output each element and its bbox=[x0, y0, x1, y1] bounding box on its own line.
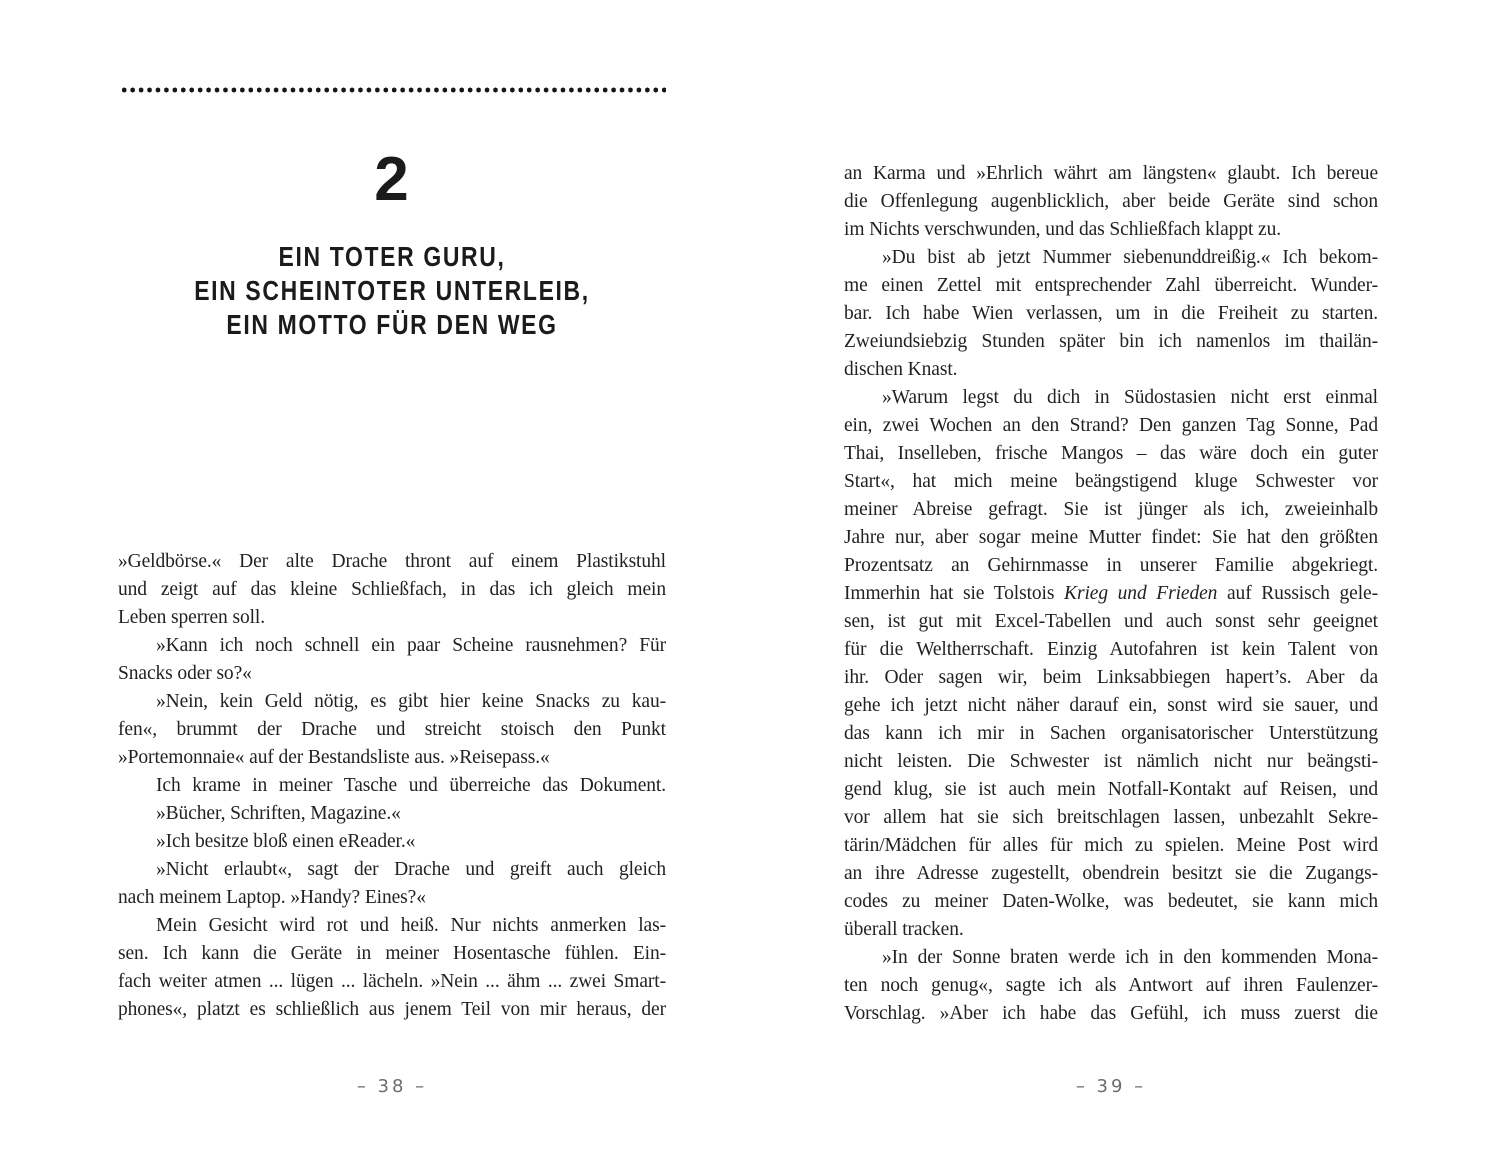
text-line: phones«, platzt es schließlich aus jenem Teil von mir heraus, der bbox=[118, 999, 666, 1020]
chapter-number: 2 bbox=[374, 145, 410, 214]
text-line: für die Weltherrschaft. Einzig Autofahren ist kein Talent von bbox=[844, 639, 1378, 660]
text-line: »Warum legst du dich in Südostasien nicht erst einmal bbox=[882, 387, 1378, 408]
text-line: Start«, hat mich meine beängstigend kluge Schwester vor bbox=[844, 471, 1378, 492]
body-text-right bbox=[844, 160, 1378, 1028]
text-line: Mein Gesicht wird rot und heiß. Nur nichts anmerken las- bbox=[156, 915, 666, 936]
chapter-title bbox=[167, 240, 616, 342]
text-line: meiner Abreise gefragt. Sie ist jünger als ich, zweieinhalb bbox=[844, 499, 1378, 520]
text-line: das kann ich mir in Sachen organisatorischer Unterstützung bbox=[844, 723, 1378, 744]
text-line: vor allem hat sie sich breitschlagen lassen, unbezahlt Sekre- bbox=[844, 807, 1378, 828]
body-text-left bbox=[118, 548, 666, 1024]
text-line: fen«, brummt der Drache und streicht stoisch den Punkt bbox=[118, 719, 666, 740]
text-line: »Geldbörse.« Der alte Drache thront auf einem Plastikstuhl bbox=[118, 551, 666, 572]
text-line: Snacks oder so?« bbox=[118, 663, 252, 684]
text-line: Prozentsatz an Gehirnmasse in unserer Familie abgekriegt. bbox=[844, 555, 1378, 576]
text-line: »Ich besitze bloß einen eReader.« bbox=[156, 831, 416, 852]
text-line: gend klug, sie ist auch mein Notfall-Kontakt auf Reisen, und bbox=[844, 779, 1378, 800]
text-line: an Karma und »Ehrlich währt am längsten« glaubt. Ich bereue bbox=[844, 163, 1378, 184]
text-line: Immerhin hat sie Tolstois Krieg und Frieden auf Russisch gele- bbox=[844, 583, 1378, 604]
text-line: gehe ich jetzt nicht näher darauf ein, sonst wird sie sauer, und bbox=[844, 695, 1378, 716]
text-line: bar. Ich habe Wien verlassen, um in die Freiheit zu starten. bbox=[844, 303, 1378, 324]
text-line: Ich krame in meiner Tasche und überreiche das Dokument. bbox=[156, 775, 666, 796]
page-number-right: – 39 – bbox=[1075, 1076, 1147, 1097]
text-line: tärin/Mädchen für alles für mich zu spielen. Meine Post wird bbox=[844, 835, 1378, 856]
text-line: an ihre Adresse zugestellt, obendrein besitzt sie die Zugangs- bbox=[844, 863, 1378, 884]
text-line: im Nichts verschwunden, und das Schließfach klappt zu. bbox=[844, 219, 1282, 240]
text-line: ihr. Oder sagen wir, beim Linksabbiegen hapert’s. Aber da bbox=[844, 667, 1378, 688]
text-line: »Bücher, Schriften, Magazine.« bbox=[156, 803, 401, 824]
text-line: überall tracken. bbox=[844, 919, 964, 940]
text-line: »Kann ich noch schnell ein paar Scheine rausnehmen? Für bbox=[156, 635, 666, 656]
text-line: die Offenlegung augenblicklich, aber beide Geräte sind schon bbox=[844, 191, 1378, 212]
text-line: Thai, Inselleben, frische Mangos – das wäre doch ein guter bbox=[844, 443, 1378, 464]
text-line: »In der Sonne braten werde ich in den kommenden Mona- bbox=[882, 947, 1378, 968]
chapter-title-line: EIN MOTTO FÜR DEN WEG bbox=[226, 309, 558, 340]
chapter-title-line: EIN SCHEINTOTER UNTERLEIB, bbox=[194, 275, 590, 306]
text-line: ten noch genug«, sagte ich als Antwort auf ihren Faulenzer- bbox=[844, 975, 1378, 996]
text-line: dischen Knast. bbox=[844, 359, 958, 380]
text-line: codes zu meiner Daten-Wolke, was bedeutet, sie kann mich bbox=[844, 891, 1378, 912]
page-number-left: – 38 – bbox=[356, 1076, 428, 1097]
text-line: sen, ist gut mit Excel-Tabellen und auch sonst sehr geeignet bbox=[844, 611, 1378, 632]
text-line: »Nein, kein Geld nötig, es gibt hier keine Snacks zu kau- bbox=[156, 691, 666, 712]
text-line: Vorschlag. »Aber ich habe das Gefühl, ich muss zuerst die bbox=[844, 1003, 1378, 1024]
text-line: sen. Ich kann die Geräte in meiner Hosentasche fühlen. Ein- bbox=[118, 943, 666, 964]
text-line: Zweiundsiebzig Stunden später bin ich namenlos im thailän- bbox=[844, 331, 1378, 352]
text-line: Jahre nur, aber sogar meine Mutter findet: Sie hat den größten bbox=[844, 527, 1378, 548]
text-line: »Portemonnaie« auf der Bestandsliste aus. »Reisepass.« bbox=[118, 747, 550, 768]
text-line: Leben sperren soll. bbox=[118, 607, 266, 628]
text-line: me einen Zettel mit entsprechender Zahl überreicht. Wunder- bbox=[844, 275, 1378, 296]
text-line: nicht leisten. Die Schwester ist nämlich nicht nur beängsti- bbox=[844, 751, 1378, 772]
text-line: »Nicht erlaubt«, sagt der Drache und greift auch gleich bbox=[156, 859, 666, 880]
text-line: ein, zwei Wochen an den Strand? Den ganzen Tag Sonne, Pad bbox=[844, 415, 1378, 436]
text-line: »Du bist ab jetzt Nummer siebenunddreißig.« Ich bekom- bbox=[882, 247, 1378, 268]
chapter-divider-dotted-line bbox=[120, 87, 666, 93]
text-line: und zeigt auf das kleine Schließfach, in das ich gleich mein bbox=[118, 579, 666, 600]
text-line: nach meinem Laptop. »Handy? Eines?« bbox=[118, 887, 426, 908]
text-line: fach weiter atmen ... lügen ... lächeln. »Nein ... ähm ... zwei Smart- bbox=[118, 971, 666, 992]
chapter-title-line: EIN TOTER GURU, bbox=[278, 241, 506, 272]
